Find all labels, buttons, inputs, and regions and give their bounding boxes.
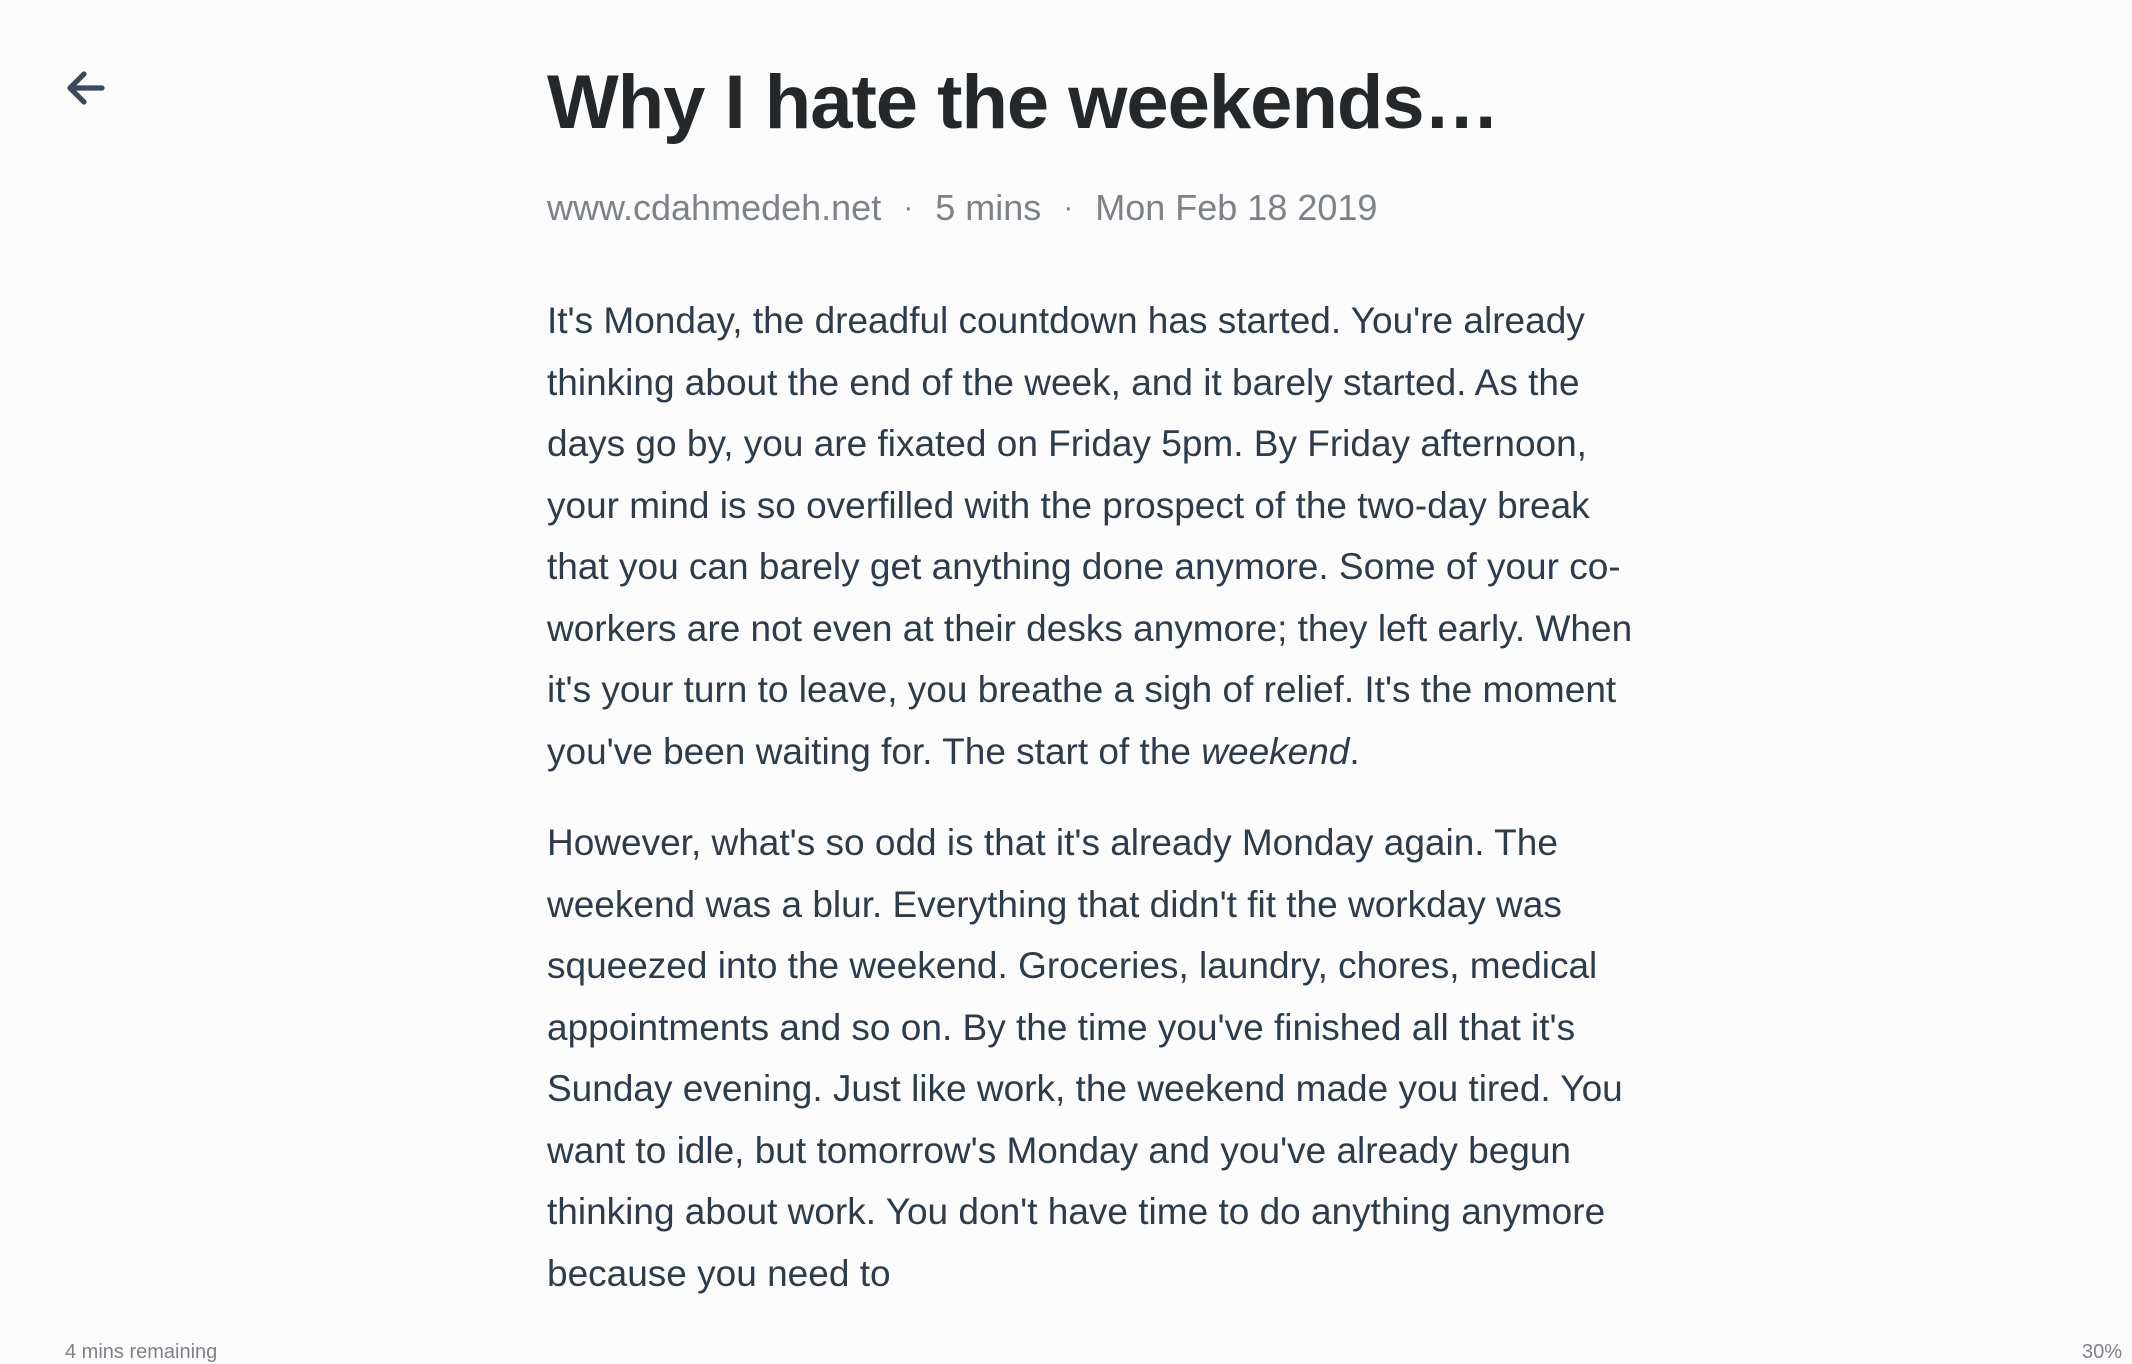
meta-separator: · (1063, 191, 1074, 224)
time-remaining: 4 mins remaining (65, 1341, 218, 1363)
reading-time: 5 mins (935, 187, 1042, 228)
article-meta (547, 186, 1647, 230)
paragraph (547, 290, 1647, 782)
paragraph-text: It's Monday, the dreadful countdown has started. You're already thinking about the end of the week, and it barely started. As the days go by, you are fixated on Friday 5pm. By Friday afternoon, your mind is so overfilled with the prospect of the two-day break that you can barely get anything done anymore. Some of your co-workers are not even at their desks anymore; they left early. When it's your turn to leave, you breathe a sigh of relief. It's the moment you've been waiting for. The start of the (547, 300, 1633, 772)
article-source: www.cdahmedeh.net (547, 187, 882, 228)
meta-separator: · (903, 191, 914, 224)
paragraph: However, what's so odd is that it's already Monday again. The weekend was a blur. Everything that didn't fit the workday was squeezed into the weekend. Groceries, laundry, chores, medical appointments and so on. By the time you've finished all that it's Sunday evening. Just like work, the weekend made you tired. You want to idle, but tomorrow's Monday and you've already begun thinking about work. You don't have time to do anything anymore because you need to (547, 822, 1623, 1294)
back-button[interactable] (58, 60, 114, 116)
article-title: Why I hate the weekends… (547, 60, 1499, 145)
read-progress-percent: 30% (2081, 1341, 2122, 1363)
arrow-left-icon (62, 64, 110, 112)
paragraph-text: . (1349, 730, 1360, 772)
article-body (547, 290, 1647, 1304)
emphasis-text: weekend (1201, 730, 1350, 772)
publish-date: Mon Feb 18 2019 (1095, 187, 1378, 228)
article (547, 0, 1647, 1334)
